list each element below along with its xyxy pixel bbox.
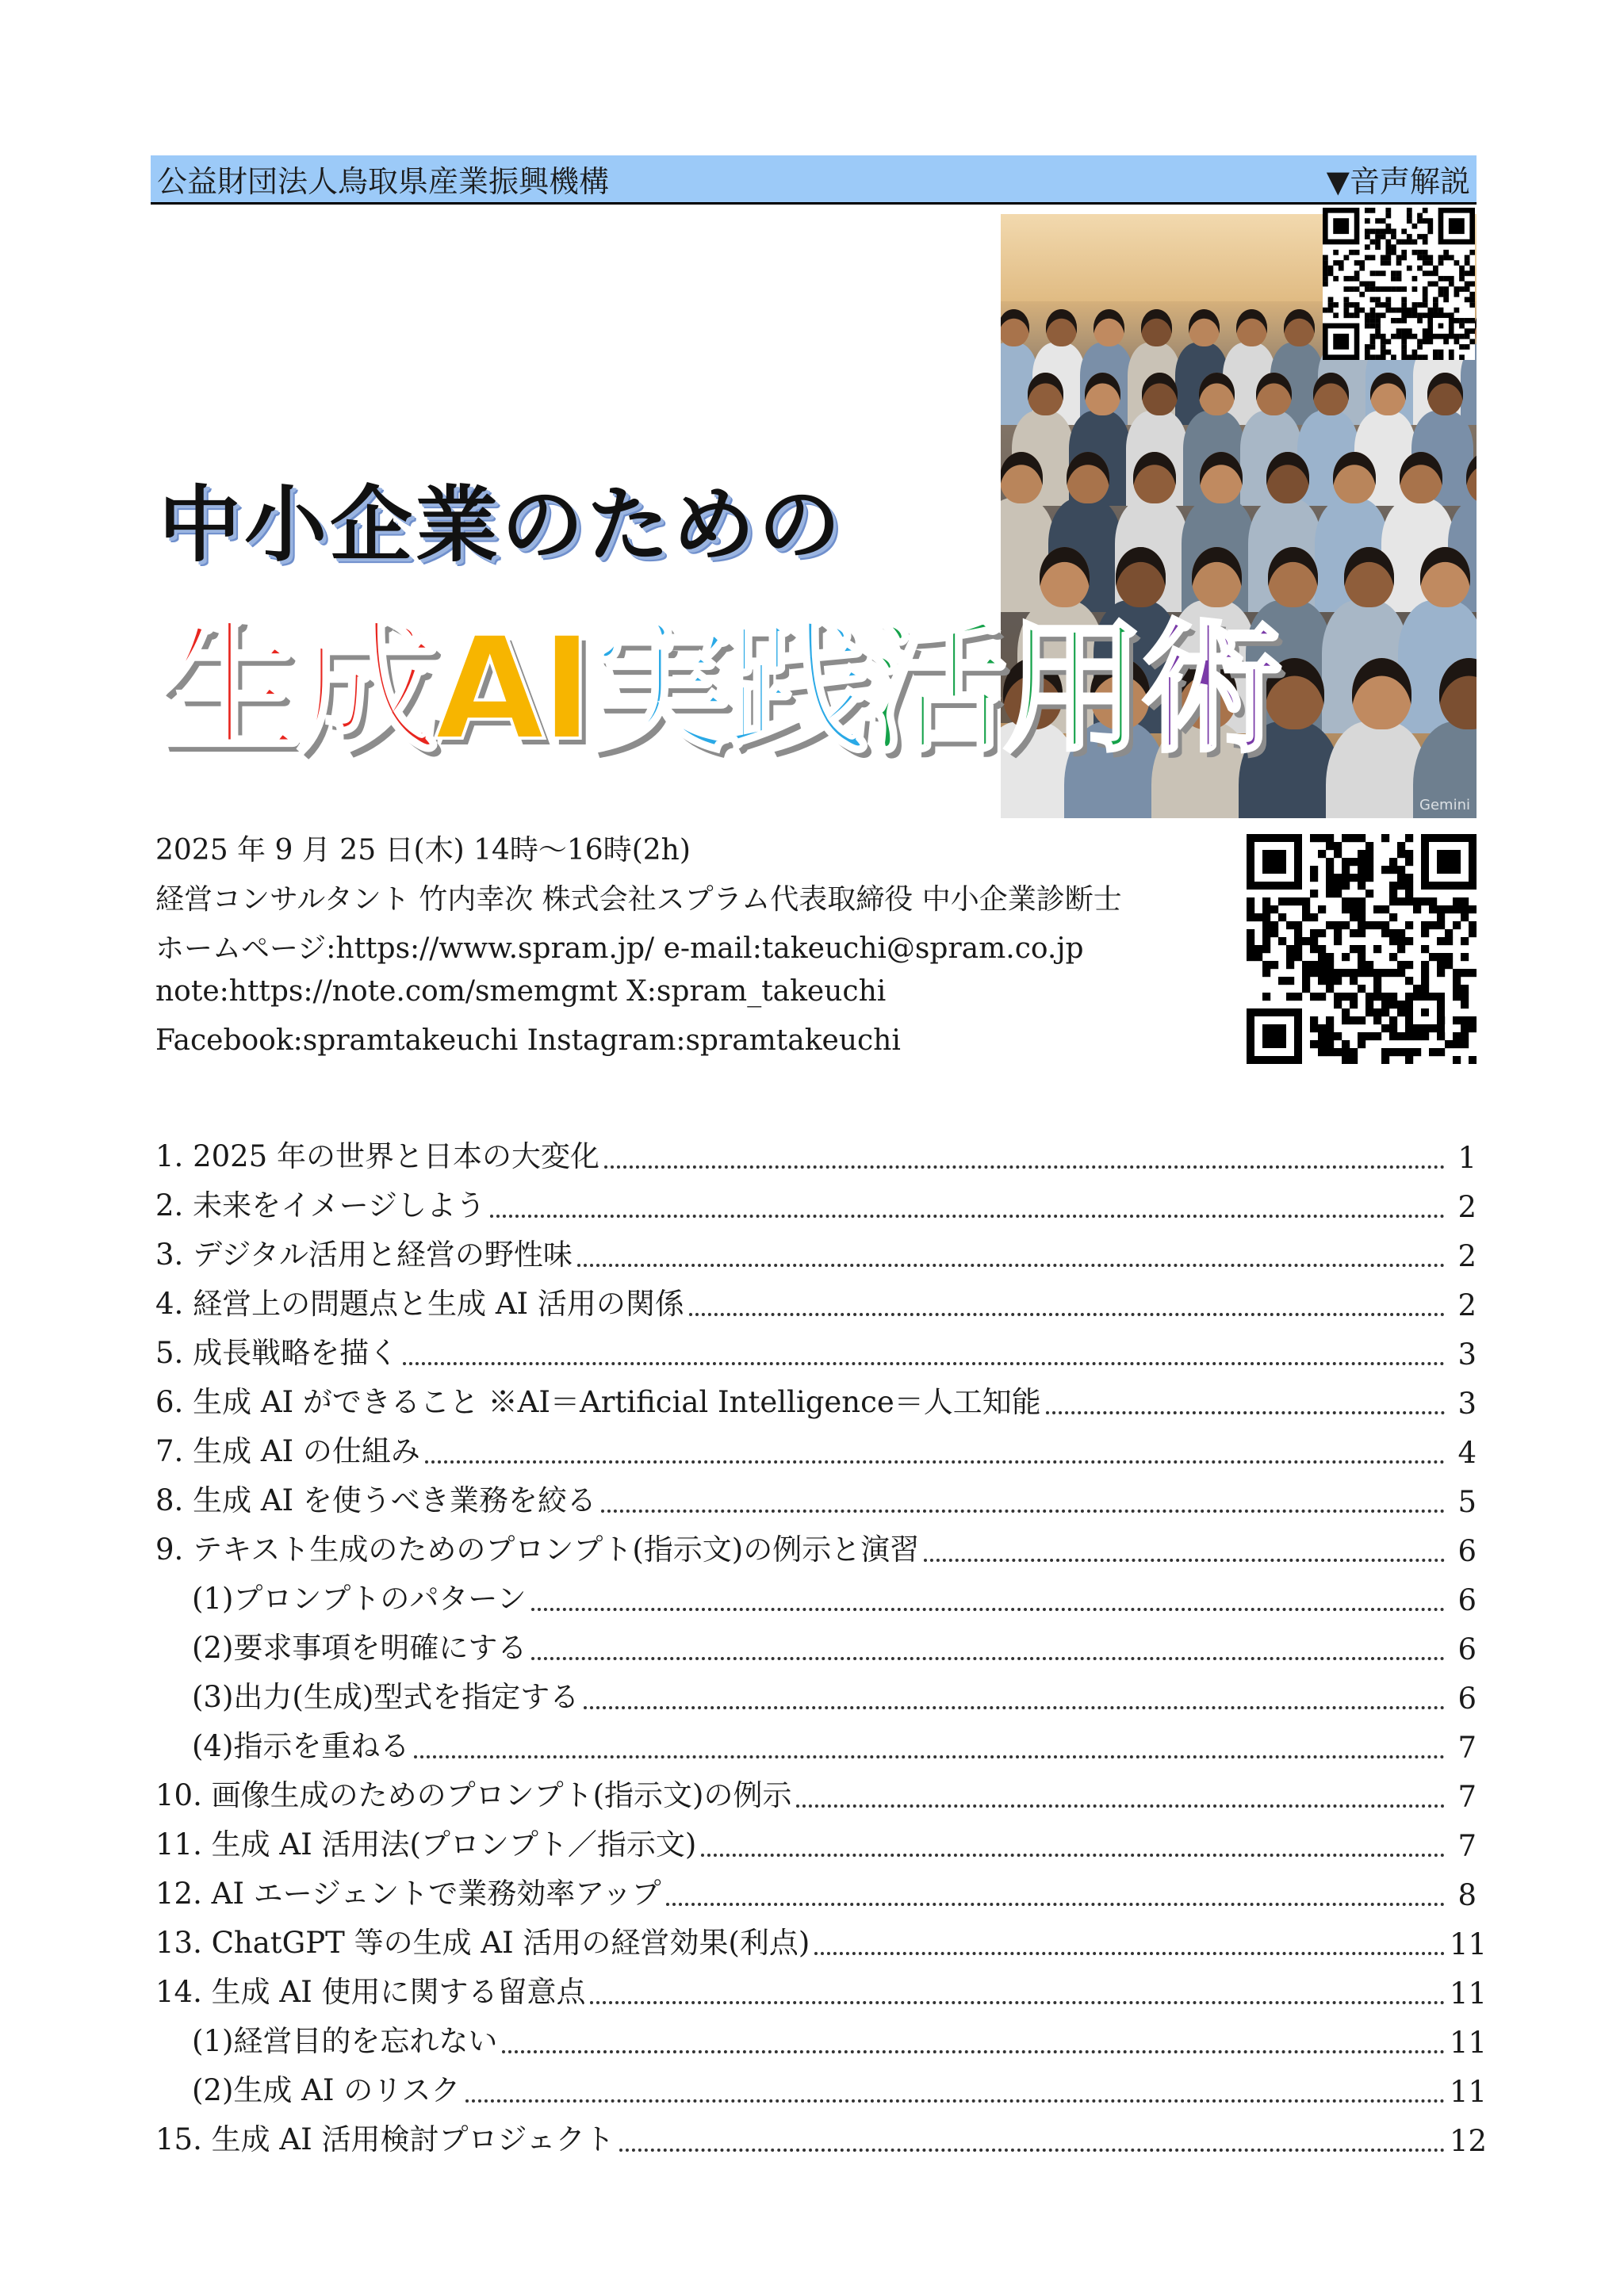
- toc-leader-dots: [490, 1215, 1445, 1218]
- title-char: 活: [864, 607, 1003, 772]
- audio-commentary-label[interactable]: ▼音声解説: [1326, 164, 1470, 199]
- toc-leader-dots: [601, 1510, 1445, 1513]
- toc-page-number: 12: [1450, 2124, 1488, 2158]
- toc-entry-label: (2)生成 AI のリスク: [192, 2073, 461, 2107]
- toc-entry[interactable]: [155, 1568, 1477, 1617]
- title-char: I: [540, 607, 589, 772]
- toc-entry[interactable]: [155, 1617, 1477, 1667]
- toc-entry-label: 11. 生成 AI 活用法(プロンプト／指示文): [155, 1827, 697, 1862]
- toc-leader-dots: [531, 1608, 1445, 1611]
- crowd-person-head: [1028, 373, 1063, 415]
- toc-entry[interactable]: [155, 1716, 1477, 1765]
- toc-page-number: 7: [1457, 1780, 1477, 1814]
- toc-page-number: 3: [1457, 1387, 1477, 1421]
- toc-page-number: 6: [1457, 1534, 1477, 1568]
- crowd-person-head: [1236, 309, 1267, 346]
- title-char: 践: [726, 607, 865, 772]
- social-accounts[interactable]: Facebook:spramtakeuchi Instagram:spramtakeuchi: [155, 1024, 901, 1057]
- homepage-qr-code[interactable]: [1247, 834, 1477, 1064]
- crowd-person-head: [1040, 547, 1090, 607]
- toc-entry[interactable]: [155, 1961, 1488, 2011]
- crowd-person-head: [1001, 452, 1043, 503]
- toc-entry-label: 6. 生成 AI ができること ※AI＝Artificial Intelligence＝人工知能: [155, 1385, 1041, 1419]
- crowd-person-head: [1094, 309, 1124, 346]
- toc-leader-dots: [502, 2050, 1445, 2053]
- toc-entry[interactable]: [155, 2109, 1488, 2158]
- crowd-person-head: [1400, 452, 1442, 503]
- toc-entry[interactable]: [155, 1372, 1477, 1421]
- toc-entry[interactable]: [155, 1863, 1477, 1912]
- toc-leader-dots: [701, 1854, 1445, 1857]
- toc-leader-dots: [425, 1460, 1445, 1464]
- toc-entry[interactable]: [155, 1765, 1477, 1814]
- toc-entry-label: 13. ChatGPT 等の生成 AI 活用の経営効果(利点): [155, 1926, 810, 1960]
- toc-leader-dots: [604, 1165, 1445, 1169]
- toc-page-number: 7: [1457, 1829, 1477, 1863]
- toc-entry-label: 2. 未来をイメージしよう: [155, 1188, 485, 1223]
- toc-page-number: 11: [1450, 1976, 1488, 2011]
- crowd-person-head: [1427, 373, 1463, 415]
- toc-page-number: 7: [1457, 1731, 1477, 1765]
- crowd-person-head: [1001, 309, 1029, 346]
- toc-page-number: 6: [1457, 1632, 1477, 1667]
- toc-entry[interactable]: [155, 2011, 1488, 2060]
- crowd-person-head: [1067, 452, 1109, 503]
- toc-entry[interactable]: [155, 1912, 1488, 1961]
- toc-entry-label: 8. 生成 AI を使うべき業務を絞る: [155, 1483, 596, 1517]
- toc-leader-dots: [924, 1559, 1445, 1562]
- toc-entry[interactable]: [155, 2060, 1488, 2109]
- toc-leader-dots: [531, 1657, 1445, 1660]
- seminar-date: 2025 年 9 月 25 日(木) 14時～16時(2h): [155, 834, 691, 867]
- toc-entry-label: 14. 生成 AI 使用に関する留意点: [155, 1975, 586, 2009]
- title-char: 成: [297, 607, 435, 772]
- crowd-person-head: [1141, 309, 1172, 346]
- toc-entry[interactable]: [155, 1175, 1477, 1224]
- toc-entry-label: 4. 経営上の問題点と生成 AI 活用の関係: [155, 1287, 684, 1321]
- toc-page-number: 11: [1450, 2075, 1488, 2109]
- toc-page-number: 3: [1457, 1337, 1477, 1372]
- crowd-person-head: [1266, 452, 1309, 503]
- toc-entry[interactable]: [155, 1322, 1477, 1372]
- organization-name: 公益財団法人鳥取県産業振興機構: [157, 164, 610, 199]
- toc-page-number: 11: [1450, 2026, 1488, 2060]
- toc-leader-dots: [584, 1706, 1445, 1709]
- toc-page-number: 1: [1457, 1141, 1477, 1175]
- title-char: 実: [588, 607, 727, 772]
- toc-leader-dots: [796, 1804, 1445, 1808]
- crowd-person-head: [1116, 547, 1166, 607]
- crowd-person-head: [1256, 373, 1292, 415]
- toc-leader-dots: [577, 1264, 1445, 1267]
- crowd-person-head: [1420, 547, 1470, 607]
- toc-page-number: 11: [1450, 1927, 1488, 1961]
- toc-entry-label: 15. 生成 AI 活用検討プロジェクト: [155, 2122, 615, 2156]
- presenter-info: 経営コンサルタント 竹内幸次 株式会社スプラム代表取締役 中小企業診断士: [155, 883, 1122, 916]
- toc-entry-label: (4)指示を重ねる: [192, 1729, 410, 1763]
- toc-leader-dots: [590, 2001, 1445, 2004]
- toc-page-number: 2: [1457, 1190, 1477, 1224]
- toc-page-number: 6: [1457, 1583, 1477, 1617]
- crowd-person-head: [1085, 373, 1120, 415]
- toc-entry[interactable]: [155, 1224, 1477, 1273]
- crowd-person-head: [1333, 452, 1376, 503]
- toc-page-number: 2: [1457, 1239, 1477, 1273]
- note-x-accounts[interactable]: note:https://note.com/smemgmt X:spram_takeuchi: [155, 975, 887, 1008]
- crowd-person-head: [1200, 452, 1243, 503]
- toc-entry-label: (1)プロンプトのパターン: [192, 1582, 527, 1616]
- toc-entry-label: 3. デジタル活用と経営の野性味: [155, 1238, 573, 1272]
- toc-entry[interactable]: [155, 1273, 1477, 1322]
- header-bar: [151, 155, 1477, 205]
- crowd-person-head: [1142, 373, 1178, 415]
- audio-qr-code[interactable]: [1323, 208, 1475, 360]
- toc-entry[interactable]: [155, 1667, 1477, 1716]
- toc-page-number: 8: [1457, 1878, 1477, 1912]
- toc-leader-dots: [666, 1903, 1445, 1906]
- toc-leader-dots: [689, 1313, 1445, 1316]
- toc-entry[interactable]: [155, 1126, 1477, 1175]
- toc-leader-dots: [1046, 1411, 1445, 1414]
- homepage-email[interactable]: ホームページ:https://www.spram.jp/ e-mail:takeuchi@spram.co.jp: [155, 932, 1084, 965]
- crowd-person-head: [1344, 547, 1394, 607]
- crowd-person-head: [1268, 547, 1318, 607]
- toc-entry[interactable]: [155, 1814, 1477, 1863]
- crowd-person-head: [1133, 452, 1176, 503]
- title-char: 術: [1140, 607, 1279, 772]
- toc-page-number: 6: [1457, 1682, 1477, 1716]
- toc-entry-label: 9. テキスト生成のためのプロンプト(指示文)の例示と演習: [155, 1533, 920, 1567]
- toc-entry-label: (3)出力(生成)型式を指定する: [192, 1680, 580, 1714]
- toc-entry-label: (2)要求事項を明確にする: [192, 1631, 527, 1665]
- toc-leader-dots: [619, 2149, 1445, 2152]
- toc-leader-dots: [465, 2099, 1445, 2103]
- toc-leader-dots: [814, 1952, 1445, 1955]
- toc-entry[interactable]: [155, 1519, 1477, 1568]
- title-char: 生: [159, 607, 297, 772]
- crowd-person-head: [1189, 309, 1220, 346]
- toc-entry-label: 10. 画像生成のためのプロンプト(指示文)の例示: [155, 1778, 792, 1812]
- toc-page-number: 4: [1457, 1436, 1477, 1470]
- crowd-person-head: [1046, 309, 1077, 346]
- crowd-person-head: [1284, 309, 1315, 346]
- main-title: [159, 607, 1279, 772]
- toc-entry-label: (1)経営目的を忘れない: [192, 2024, 498, 2058]
- crowd-person-head: [1199, 373, 1235, 415]
- toc-leader-dots: [403, 1362, 1445, 1365]
- crowd-person-head: [1352, 658, 1411, 729]
- toc-entry-label: 1. 2025 年の世界と日本の大変化: [155, 1139, 599, 1173]
- toc-entry[interactable]: [155, 1470, 1477, 1519]
- gemini-watermark: Gemini: [1419, 797, 1470, 813]
- subtitle-heading: 中小企業のための: [159, 476, 845, 573]
- toc-entry-label: 7. 生成 AI の仕組み: [155, 1434, 420, 1468]
- title-char: A: [435, 607, 541, 772]
- crowd-person-head: [1192, 547, 1242, 607]
- toc-page-number: 2: [1457, 1288, 1477, 1322]
- title-char: 用: [1002, 607, 1141, 772]
- toc-entry[interactable]: [155, 1421, 1477, 1470]
- toc-entry-label: 5. 成長戦略を描く: [155, 1336, 399, 1370]
- toc-page-number: 5: [1457, 1485, 1477, 1519]
- toc-entry-label: 12. AI エージェントで業務効率アップ: [155, 1877, 661, 1911]
- toc-leader-dots: [414, 1755, 1445, 1758]
- crowd-person-head: [1313, 373, 1349, 415]
- crowd-person-head: [1370, 373, 1406, 415]
